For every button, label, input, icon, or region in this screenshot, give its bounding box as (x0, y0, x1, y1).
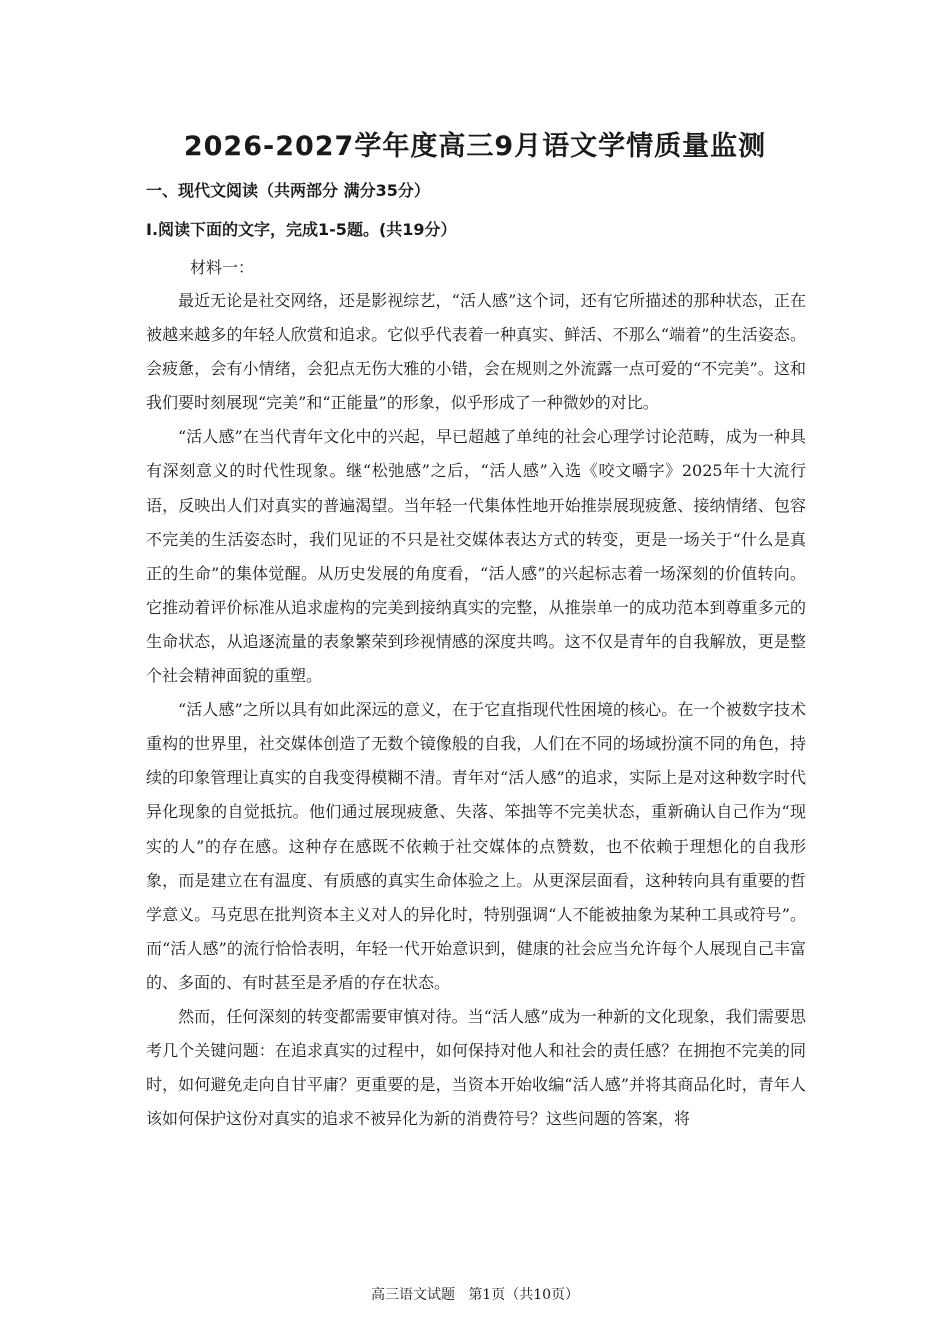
footer-page-number: 第1页（共10页） (468, 1287, 580, 1303)
passage-paragraph: 最近无论是社交网络，还是影视综艺，“活人感”这个词，还有它所描述的那种状态，正在被越来越多的年轻人欣赏和追求。它似乎代表着一种真实、鲜活、不那么“端着”的生活姿态。会疲惫，会有小情绪，会犯点无伤大雅的小错，会在规则之外流露一点可爱的“不完美”。这和我们要时刻展现“完美”和“正能量”的形象，似乎形成了一种微妙的对比。 (146, 291, 806, 413)
passage-paragraph: “活人感”在当代青年文化中的兴起，早已超越了单纯的社会心理学讨论范畴，成为一种具有深刻意义的时代性现象。继“松弛感”之后，“活人感”入选《咬文嚼字》2025年十大流行语，反映出人们对真实的普遍渴望。当年轻一代集体性地开始推崇展现疲惫、接纳情绪、包容不完美的生活姿态时，我们见证的不只是社交媒体表达方式的转变，更是一场关于“什么是真正的生命”的集体觉醒。从历史发展的角度看，“活人感”的兴起标志着一场深刻的价值转向。它推动着评价标准从追求虚构的完美到接纳真实的完整，从推崇单一的成功范本到尊重多元的生命状态，从追逐流量的表象繁荣到珍视情感的深度共鸣。这不仅是青年的自我解放，更是整个社会精神面貌的重塑。 (146, 427, 806, 686)
material-label: 材料一： (190, 258, 255, 277)
passage-body (146, 284, 806, 1136)
section-heading: 一、现代文阅读（共两部分 满分35分） (146, 181, 430, 200)
passage-paragraph: 然而，任何深刻的转变都需要审慎对待。当“活人感”成为一种新的文化现象，我们需要思考几个关键问题：在追求真实的过程中，如何保持对他人和社会的责任感？在拥抱不完美的同时，如何避免走向自甘平庸？更重要的是，当资本开始收编“活人感”并将其商品化时，青年人该如何保护这份对真实的追求不被异化为新的消费符号？这些问题的答案，将 (146, 1006, 806, 1129)
page-footer (0, 1284, 950, 1304)
footer-exam-name: 高三语文试题 (370, 1287, 455, 1303)
passage-paragraph: “活人感”之所以具有如此深远的意义，在于它直指现代性困境的核心。在一个被数字技术重构的世界里，社交媒体创造了无数个镜像般的自我，人们在不同的场域扮演不同的角色，持续的印象管理让真实的自我变得模糊不清。青年对“活人感”的追求，实际上是对这种数字时代异化现象的自觉抵抗。他们通过展现疲惫、失落、笨拙等不完美状态，重新确认自己作为“现实的人”的存在感。这种存在感既不依赖于社交媒体的点赞数，也不依赖于理想化的自我形象，而是建立在有温度、有质感的真实生命体验之上。从更深层面看，这种转向具有重要的哲学意义。马克思在批判资本主义对人的异化时，特别强调“人不能被抽象为某种工具或符号”。而“活人感”的流行恰恰表明，年轻一代开始意识到，健康的社会应当允许每个人展现自己丰富的、多面的、有时甚至是矛盾的存在状态。 (146, 700, 806, 992)
exam-title: 2026-2027学年度高三9月语文学情质量监测 (183, 131, 767, 162)
question-heading: I.阅读下面的文字，完成1-5题。(共19分） (146, 220, 457, 239)
